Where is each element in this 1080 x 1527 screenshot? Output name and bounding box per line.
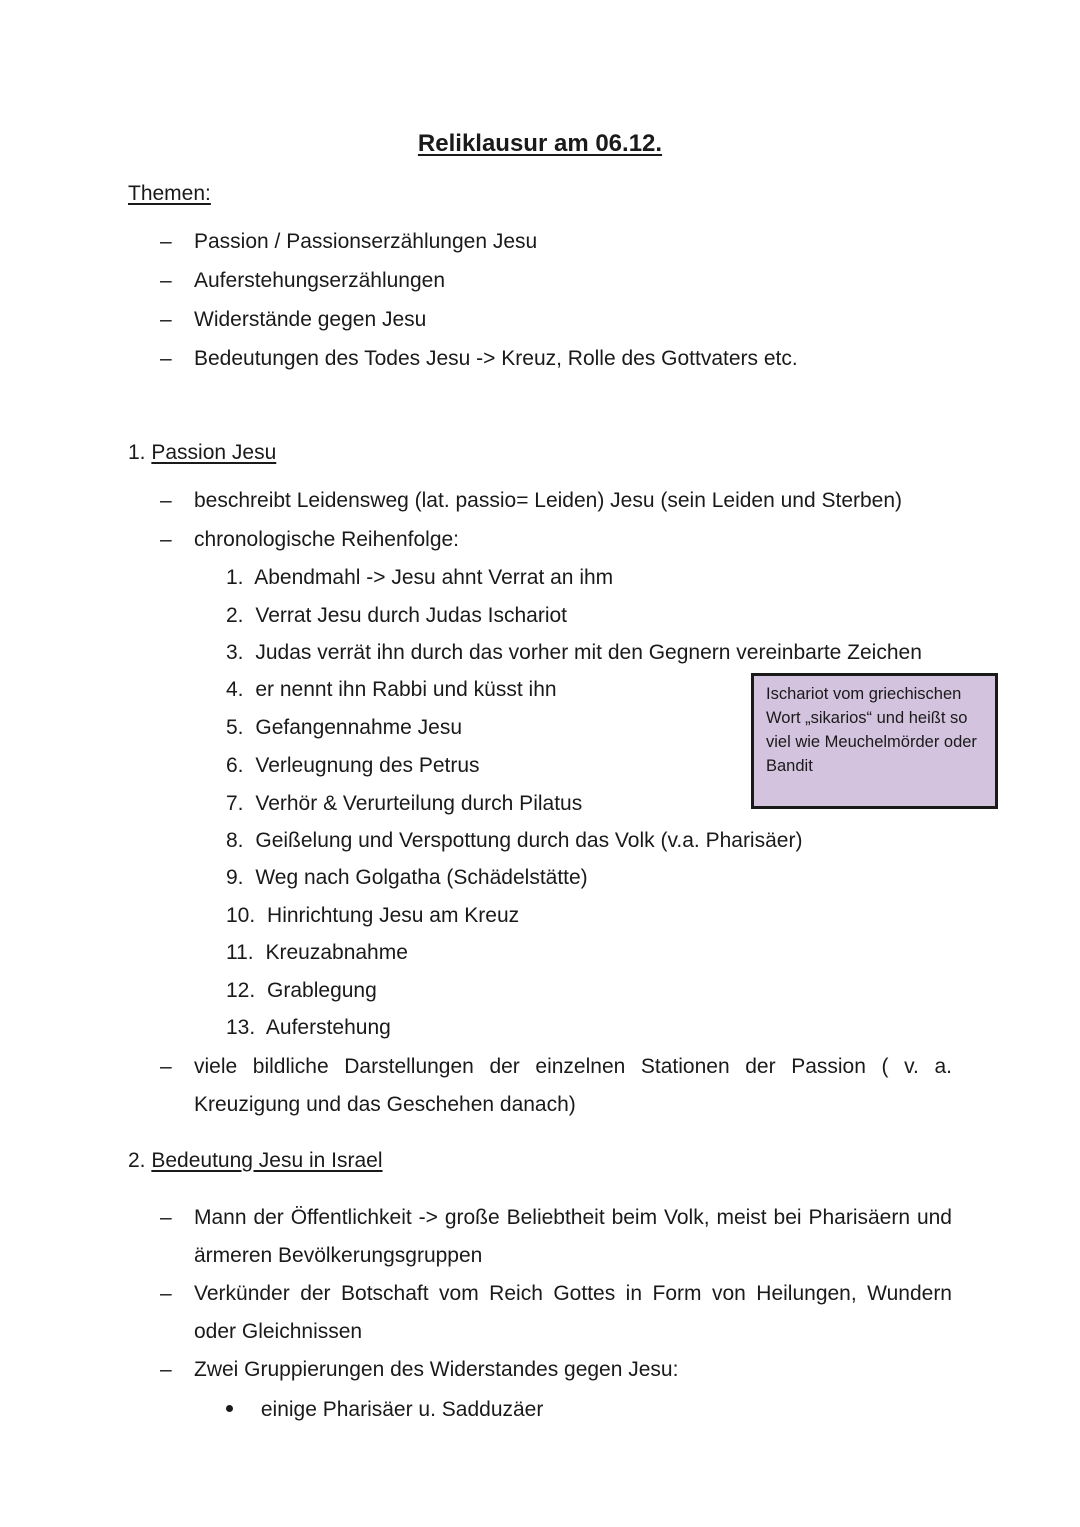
passion-step (226, 897, 519, 935)
step-number: 11. (226, 941, 254, 964)
note-text: Ischariot vom griechischen Wort „sikarios“ und heißt so viel wie Meuchelmörder oder Bandit (766, 685, 977, 775)
step-text: Verleugnung des Petrus (255, 754, 480, 777)
passion-step (226, 785, 582, 823)
dash-bullet: – (160, 1282, 172, 1305)
step-number: 12. (226, 979, 256, 1002)
themen-label (128, 182, 211, 206)
step-number: 6. (226, 754, 244, 777)
step-text: Auferstehung (265, 1016, 391, 1039)
section-heading-text: Passion Jesu (151, 441, 277, 464)
bedeutung-bullet-text: Mann der Öffentlichkeit -> große Beliebtheit beim Volk, meist bei Pharisäern und ärmeren Bevölkerungsgruppen (194, 1206, 952, 1267)
passion-bullet (160, 482, 952, 520)
step-number: 13. (226, 1016, 256, 1039)
step-text: Judas verrät ihn durch das vorher mit den Gegnern vereinbarte Zeichen (255, 641, 922, 664)
bedeutung-bullet (160, 1199, 952, 1275)
round-bullet-icon (226, 1405, 233, 1412)
dash-bullet: – (160, 1358, 172, 1381)
dash-bullet: – (160, 230, 172, 253)
step-number: 3. (226, 641, 244, 664)
passion-step (226, 822, 802, 860)
passion-step (226, 859, 588, 897)
widerstand-subitem (226, 1391, 543, 1429)
themen-item (160, 301, 952, 339)
passion-step (226, 972, 377, 1010)
section-heading-passion (128, 441, 276, 465)
dash-bullet: – (160, 1206, 172, 1229)
passion-step (226, 597, 567, 635)
step-text: Kreuzabnahme (265, 941, 408, 964)
themen-item-text: Auferstehungserzählungen (194, 269, 446, 292)
step-text: er nennt ihn Rabbi und küsst ihn (255, 678, 557, 701)
dash-bullet: – (160, 308, 172, 331)
themen-item (160, 262, 952, 300)
step-text: Gefangennahme Jesu (255, 716, 463, 739)
dash-bullet: – (160, 1055, 172, 1078)
subitem-text: einige Pharisäer u. Sadduzäer (260, 1398, 544, 1421)
bedeutung-bullet (160, 1275, 952, 1351)
passion-step (226, 1009, 391, 1047)
step-number: 9. (226, 866, 244, 889)
step-text: Hinrichtung Jesu am Kreuz (267, 904, 520, 927)
bedeutung-bullet-text: Zwei Gruppierungen des Widerstandes gegen Jesu: (194, 1358, 679, 1381)
step-text: Grablegung (267, 979, 377, 1002)
section-heading-bedeutung (128, 1149, 383, 1173)
step-text: Weg nach Golgatha (Schädelstätte) (255, 866, 588, 889)
themen-label-text: Themen: (128, 182, 211, 205)
dash-bullet: – (160, 269, 172, 292)
step-number: 10. (226, 904, 256, 927)
passion-bullet-text: beschreibt Leidensweg (lat. passio= Leiden) Jesu (sein Leiden und Sterben) (194, 489, 903, 512)
page-title: Reliklausur am 06.12. (417, 130, 663, 157)
step-number: 7. (226, 792, 244, 815)
passion-step (226, 671, 557, 709)
passion-bullet (160, 1048, 952, 1124)
themen-item-text: Bedeutungen des Todes Jesu -> Kreuz, Rolle des Gottvaters etc. (194, 347, 798, 370)
step-number: 8. (226, 829, 244, 852)
themen-item (160, 340, 952, 378)
step-number: 5. (226, 716, 244, 739)
themen-item-text: Passion / Passionserzählungen Jesu (194, 230, 538, 253)
step-text: Geißelung und Verspottung durch das Volk (v.a. Pharisäer) (255, 829, 803, 852)
dash-bullet: – (160, 347, 172, 370)
passion-bullet-text: viele bildliche Darstellungen der einzelnen Stationen der Passion ( v. a. Kreuzigung und das Geschehen danach) (194, 1055, 952, 1116)
section-heading-text: Bedeutung Jesu in Israel (151, 1149, 383, 1172)
themen-item (160, 223, 952, 261)
bedeutung-bullet (160, 1351, 952, 1389)
step-text: Abendmahl -> Jesu ahnt Verrat an ihm (254, 566, 614, 589)
step-text: Verrat Jesu durch Judas Ischariot (255, 604, 568, 627)
passion-bullet-text: chronologische Reihenfolge: (194, 528, 460, 551)
dash-bullet: – (160, 528, 172, 551)
section-number: 2. (128, 1149, 146, 1172)
bedeutung-bullet-text: Verkünder der Botschaft vom Reich Gottes in Form von Heilungen, Wundern oder Gleichnissen (194, 1282, 952, 1343)
dash-bullet: – (160, 489, 172, 512)
passion-step (226, 559, 613, 597)
passion-step (226, 709, 462, 747)
ischariot-note-box (751, 673, 998, 809)
step-number: 1. (226, 566, 244, 589)
passion-step (226, 934, 408, 972)
step-text: Verhör & Verurteilung durch Pilatus (255, 792, 583, 815)
passion-step (226, 747, 480, 785)
section-number: 1. (128, 441, 146, 464)
passion-bullet (160, 521, 952, 559)
themen-item-text: Widerstände gegen Jesu (194, 308, 427, 331)
passion-step (226, 634, 922, 672)
step-number: 4. (226, 678, 244, 701)
step-number: 2. (226, 604, 244, 627)
